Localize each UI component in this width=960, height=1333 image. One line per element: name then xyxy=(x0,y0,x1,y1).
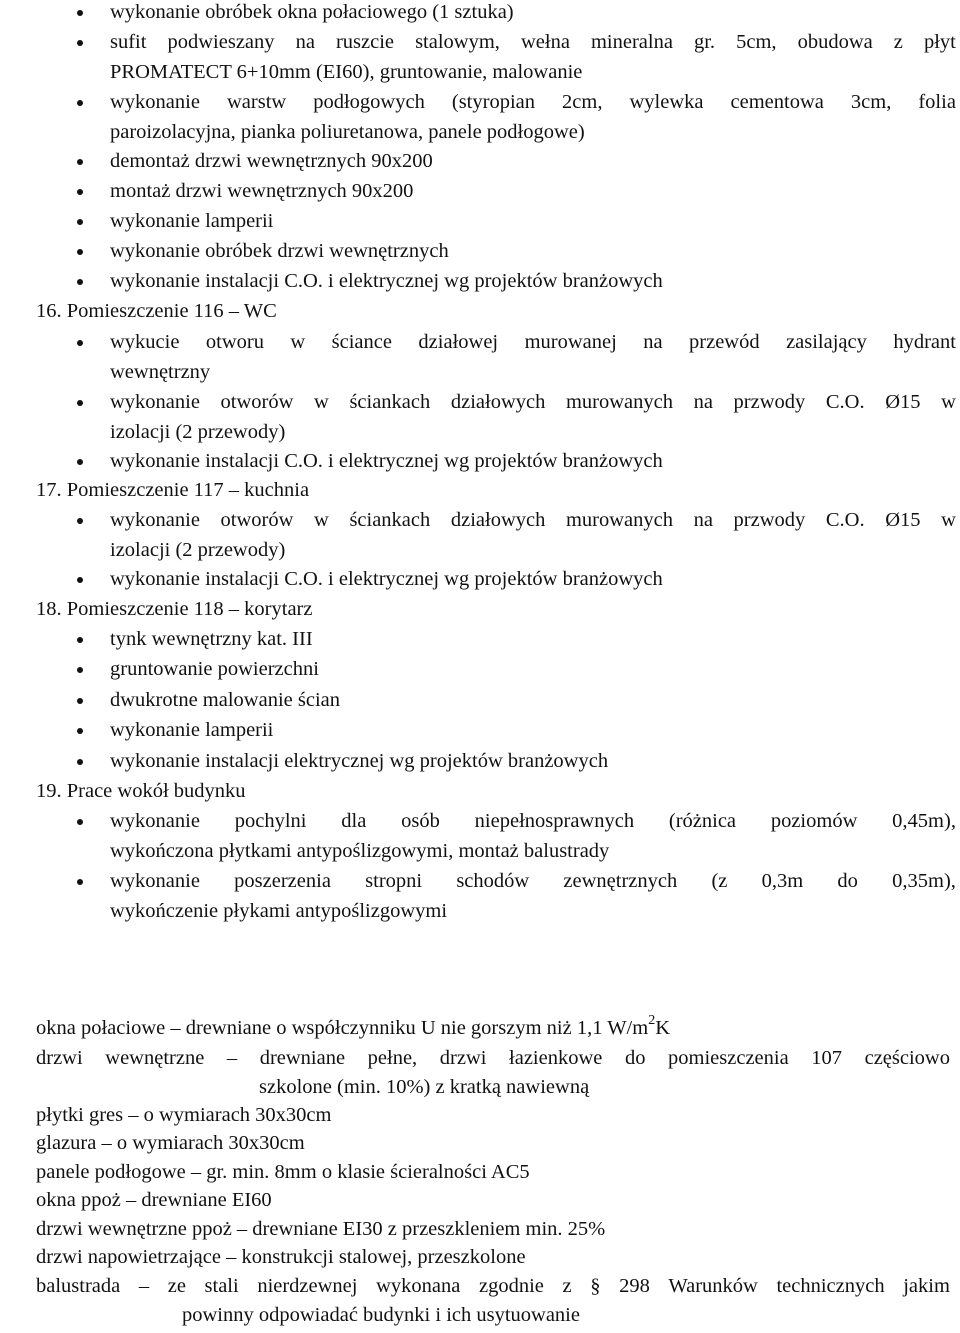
word: (styropian xyxy=(451,91,535,113)
word: pochylni xyxy=(234,810,307,832)
list-item: wykonanie lamperii xyxy=(110,210,274,232)
section-heading: 16. Pomieszczenie 116 – WC xyxy=(36,300,277,322)
bullet-icon xyxy=(77,759,83,765)
word: przwody xyxy=(733,509,806,531)
word: drzwi xyxy=(439,1047,487,1069)
list-item xyxy=(110,92,956,113)
word: murowanej xyxy=(524,331,617,353)
list-item-continuation: wykończenie płykami antypoślizgowymi xyxy=(110,900,448,922)
materials-plytki: płytki gres – o wymiarach 30x30cm xyxy=(36,1104,332,1126)
section-heading: 19. Prace wokół budynku xyxy=(36,780,246,802)
bullet-icon xyxy=(77,219,83,225)
list-item: demontaż drzwi wewnętrznych 90x200 xyxy=(110,150,433,172)
word: wewnętrzne xyxy=(105,1047,205,1069)
word: na xyxy=(693,509,713,531)
word: drzwi xyxy=(36,1047,83,1069)
bullet-icon xyxy=(77,879,83,885)
word: przwody xyxy=(733,391,806,413)
word: w xyxy=(290,331,306,353)
materials-drzwi-ppoz: drzwi wewnętrzne ppoż – drewniane EI30 z przeszkleniem min. 25% xyxy=(36,1218,606,1240)
word: cementowa xyxy=(730,91,824,113)
section-heading: 17. Pomieszczenie 117 – kuchnia xyxy=(36,479,310,501)
word: z xyxy=(893,31,903,53)
word: poziomów xyxy=(770,810,858,832)
word: działowej xyxy=(418,331,499,353)
word: 3cm, xyxy=(850,91,892,113)
word: w xyxy=(941,391,956,413)
word: 298 xyxy=(619,1275,650,1297)
word: przewód xyxy=(689,331,760,353)
word: działowych xyxy=(450,391,546,413)
word: wykucie xyxy=(110,331,180,353)
bullet-icon xyxy=(77,819,83,825)
list-item: wykonanie lamperii xyxy=(110,719,274,741)
word: w xyxy=(314,391,329,413)
bullet-icon xyxy=(77,10,83,16)
word: na xyxy=(643,331,663,353)
word: otworów xyxy=(220,391,294,413)
word: murowanych xyxy=(565,509,673,531)
list-item: wykonanie instalacji C.O. i elektrycznej wg projektów branżowych xyxy=(110,450,663,472)
materials-okna-ppoz: okna ppoż – drewniane EI60 xyxy=(36,1189,272,1211)
word: podwieszany xyxy=(167,31,275,53)
word: wykonanie xyxy=(110,870,200,892)
word: w xyxy=(941,509,956,531)
word: zasilający xyxy=(786,331,867,353)
materials-drzwi-wewnetrzne-continuation: szkolone (min. 10%) z kratką nawiewną xyxy=(259,1076,590,1098)
word: ściankach xyxy=(349,391,431,413)
word: wylewka xyxy=(629,91,704,113)
word: jakim xyxy=(903,1275,950,1297)
word: 0,3m xyxy=(761,870,804,892)
list-item xyxy=(110,871,956,892)
list-item-continuation: wewnętrzny xyxy=(110,361,211,383)
word: wykonanie xyxy=(110,391,200,413)
word: Ø15 xyxy=(885,391,921,413)
list-item: wykonanie instalacji elektrycznej wg projektów branżowych xyxy=(110,750,609,772)
word: 0,45m), xyxy=(892,810,956,832)
word: Ø15 xyxy=(885,509,921,531)
bullet-icon xyxy=(77,400,83,406)
word: Warunków xyxy=(668,1275,758,1297)
list-item-continuation: izolacji (2 przewody) xyxy=(110,539,286,561)
materials-panele: panele podłogowe – gr. min. 8mm o klasie ścieralności AC5 xyxy=(36,1161,530,1183)
word: obudowa xyxy=(797,31,873,53)
word: warstw xyxy=(226,91,287,113)
word: ściance xyxy=(331,331,392,353)
list-item: wykonanie instalacji C.O. i elektrycznej wg projektów branżowych xyxy=(110,270,663,292)
materials-balustrada xyxy=(36,1276,950,1297)
word: folia xyxy=(918,91,956,113)
word: (różnica xyxy=(668,810,737,832)
materials-drzwi-napowietrzajace: drzwi napowietrzające – konstrukcji stalowej, przeszkolone xyxy=(36,1246,526,1268)
bullet-icon xyxy=(77,159,83,165)
word: z xyxy=(562,1275,572,1297)
materials-balustrada-continuation: powinny odpowiadać budynki i ich usytuowanie xyxy=(182,1304,580,1326)
list-item-continuation: izolacji (2 przewody) xyxy=(110,421,286,443)
word: otworu xyxy=(205,331,264,353)
word: osób xyxy=(401,810,440,832)
word: wykonana xyxy=(376,1275,461,1297)
word: gr. xyxy=(693,31,716,53)
list-item xyxy=(110,392,956,413)
bullet-icon xyxy=(77,40,83,46)
word: – xyxy=(138,1275,150,1297)
word: 2cm, xyxy=(562,91,603,113)
bullet-icon xyxy=(77,518,83,524)
word: zgodnie xyxy=(478,1275,544,1297)
word: murowanych xyxy=(565,391,673,413)
word: pełne, xyxy=(367,1047,418,1069)
list-item: gruntowanie powierzchni xyxy=(110,658,319,680)
word: pomieszczenia xyxy=(668,1047,789,1069)
word: schodów xyxy=(456,870,530,892)
bullet-icon xyxy=(77,279,83,285)
word: C.O. xyxy=(825,391,865,413)
word: na xyxy=(693,391,713,413)
list-item: wykonanie obróbek okna połaciowego (1 sztuka) xyxy=(110,1,514,23)
bullet-icon xyxy=(77,249,83,255)
word: na xyxy=(295,31,315,53)
list-item: dwukrotne malowanie ścian xyxy=(110,689,340,711)
word: wykonanie xyxy=(110,91,200,113)
word: C.O. xyxy=(825,509,865,531)
bullet-icon xyxy=(77,637,83,643)
bullet-icon xyxy=(77,340,83,346)
list-item-continuation: wykończona płytkami antypoślizgowymi, montaż balustrady xyxy=(110,840,610,862)
word: do xyxy=(624,1047,646,1069)
word: łazienkowe xyxy=(509,1047,603,1069)
word: dla xyxy=(341,810,367,832)
word: ze xyxy=(167,1275,186,1297)
list-item-continuation: PROMATECT 6+10mm (EI60), gruntowanie, malowanie xyxy=(110,61,583,83)
word: ściankach xyxy=(349,509,431,531)
word: wykonanie xyxy=(110,810,200,832)
section-heading: 18. Pomieszczenie 118 – korytarz xyxy=(36,598,313,620)
list-item-continuation: paroizolacyjna, pianka poliuretanowa, panele podłogowe) xyxy=(110,121,585,143)
word: balustrada xyxy=(36,1275,121,1297)
bullet-icon xyxy=(77,698,83,704)
list-item: wykonanie instalacji C.O. i elektrycznej wg projektów branżowych xyxy=(110,568,663,590)
word: 5cm, xyxy=(736,31,777,53)
word: poszerzenia xyxy=(234,870,331,892)
materials-glazura: glazura – o wymiarach 30x30cm xyxy=(36,1132,305,1154)
list-item: montaż drzwi wewnętrznych 90x200 xyxy=(110,180,414,202)
word: wełna xyxy=(520,31,570,53)
word: podłogowych xyxy=(313,91,425,113)
superscript: 2 xyxy=(648,1013,656,1029)
bullet-icon xyxy=(77,189,83,195)
word: do xyxy=(837,870,858,892)
bullet-icon xyxy=(77,667,83,673)
word: technicznych xyxy=(776,1275,885,1297)
materials-okna-polaciowe: okna połaciowe – drewniane o współczynniku U nie gorszym niż 1,1 $W/m^2K$ xyxy=(36,1013,671,1039)
word: płyt xyxy=(923,31,956,53)
bullet-icon xyxy=(77,459,83,465)
word: ruszcie xyxy=(335,31,395,53)
word: – xyxy=(226,1047,238,1069)
word: wykonanie xyxy=(110,509,200,531)
list-item xyxy=(110,811,956,832)
word: stropni xyxy=(365,870,423,892)
word: stalowym, xyxy=(415,31,500,53)
word: hydrant xyxy=(893,331,956,353)
word: 107 xyxy=(811,1047,843,1069)
list-item: tynk wewnętrzny kat. III xyxy=(110,628,313,650)
list-item xyxy=(110,332,956,353)
materials-drzwi-wewnetrzne xyxy=(36,1048,950,1069)
bullet-icon xyxy=(77,728,83,734)
word: częściowo xyxy=(864,1047,950,1069)
word: (z xyxy=(711,870,728,892)
list-item xyxy=(110,510,956,531)
bullet-icon xyxy=(77,577,83,583)
list-item: wykonanie obróbek drzwi wewnętrznych xyxy=(110,240,449,262)
word: mineralna xyxy=(590,31,673,53)
word: w xyxy=(314,509,329,531)
word: zewnętrznych xyxy=(563,870,678,892)
word: drewniane xyxy=(259,1047,346,1069)
bullet-icon xyxy=(77,100,83,106)
word: sufit xyxy=(110,31,147,53)
list-item xyxy=(110,32,956,53)
word: otworów xyxy=(220,509,294,531)
word: niepełnosprawnych xyxy=(474,810,635,832)
word: nierdzewnej xyxy=(257,1275,358,1297)
word: działowych xyxy=(450,509,546,531)
word: § xyxy=(590,1275,601,1297)
word: 0,35m), xyxy=(892,870,956,892)
word: stali xyxy=(204,1275,239,1297)
